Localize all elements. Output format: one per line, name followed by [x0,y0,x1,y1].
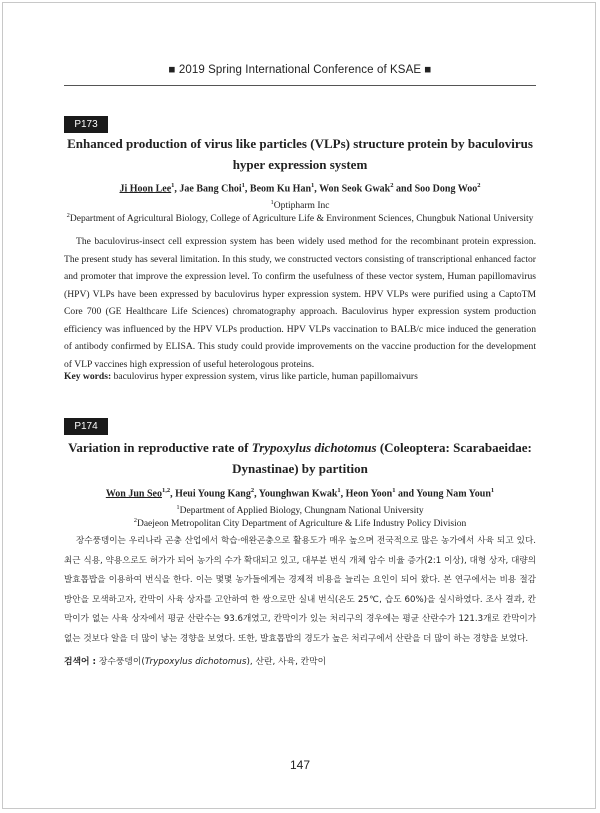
keywords-label: 검색어 : [64,657,97,667]
author-name: Soo Dong Woo [414,183,478,195]
author-name: Won Jun Seo [105,488,162,500]
author-name: Won Seok Gwak [319,183,391,195]
author-name: Jae Bang Choi [179,183,242,195]
keywords-p173 [64,370,536,384]
abstract-p174: 장수풍뎅이는 우리나라 곤충 산업에서 학습·애완곤충으로 활용도가 매우 높으며 전국적으로 많은 농가에서 사육 되고 있다. 최근 식용, 약용으로도 허가가 되어 농가의 수가 확대되고 있고, 대부분 번식 개체 암수 비율 증가(2:1 이상), 대형 상자, 대량의 발효톱밥을 이용하여 번식을 한다. 이는 몇몇 농가들에게는 경제적 비용을 늘리는 요인이 되어 왔다. 본 연구에서는 비용 절감 방안을 모색하고자, 칸막이 사육 상자를 고안하여 한 쌍으로만 실내 번식(온도 25℃, 습도 60%)을 실시하였다. 조사 결과, 칸막이가 없는 사육 상자에서 평균 산란수는 93.6개였고, 칸막이가 있는 처리구의 경우에는 평균 산란수가 121.3개로 칸막이가 없는 것보다 알을 더 많이 낳는 경향을 보였다. 또한, 발효톱밥의 경도가 높은 처리구에서 산란을 더 많이 하는 경향을 보였다. [64,536,536,644]
paper-title-p174: Variation in reproductive rate of Trypoxylus dichotomus (Coleoptera: Scarabaeidae: Dynastinae) by partition [68,440,532,476]
author-list-p173: Ji Hoon Lee$^1$, Jae Bang Choi$^1$, Beom Ku Han$^1$, Won Seok Gwak$^2$ and Soo Dong Woo$^2$ [119,182,481,195]
keywords-label: Key words: [64,371,112,382]
author-name: Ji Hoon Lee [119,183,172,195]
affiliation-2-p173: $^2$Department of Agricultural Biology, College of Agriculture Life & Environment Sciences, Chungbuk National University [66,212,534,225]
paper-tag-p173: P173 [64,116,108,133]
keywords-p174: 검색어 : 장수풍뎅이(Trypoxylus dichotomus), 산란, 사육, 칸막이 [64,657,327,667]
abstract-p173: The baculovirus-insect cell expression system has been widely used method for the recombinant protein expression. The present study has several limitation. In this study, we constructed vectors consisting of transcriptional enhanced factor and promoter that improve the expression level. To confirm the usefulness of these vector system, Human papillomavirus (HPV) VLPs have been expressed by baculovirus hyper expression system. HPV VLPs were purified using a CaptoTM Core 700 (GE Healthcare Life Sciences) chromatography approach. Baculovirus hyper expression system production efficiency was influenced by the HPV VLPs production. HPV VLPs vaccination to BALB/c mice induced the generation of antibody confirmed by ELISA. This study could provide improvements on the vaccine production for the development of VLP vaccines high expression of useful heterologous proteins. [64,236,536,370]
header-rule [64,85,536,86]
affiliation-1-p173: $^1$Optipharm Inc [270,199,330,212]
page-number: 147 [289,758,311,772]
author-name: Heui Young Kang [175,488,251,500]
paper-title-p173: Enhanced production of virus like particles (VLPs) structure protein by baculovirus hyper expression system [67,136,533,172]
author-name: Beom Ku Han [249,183,312,195]
author-name: Younghwan Kwak [258,488,338,500]
author-list-p174: Won Jun Seo$^{1,2}$, Heui Young Kang$^2$, Younghwan Kwak$^1$, Heon Yoon$^1$ and Young Nam Youn$^1$ [105,487,495,500]
keywords-text: baculovirus hyper expression system, virus like particle, human papillomaivurs [113,371,418,382]
conference-header: ■ 2019 Spring International Conference of KSAE ■ [168,64,432,76]
author-name: Heon Yoon [345,488,393,500]
paper-tag-p174: P174 [64,418,108,435]
affiliation-1-p174: $^1$Department of Applied Biology, Chungnam National University [176,504,424,517]
author-name: Young Nam Youn [416,488,491,500]
affiliation-2-p174: $^2$Daejeon Metropolitan City Department of Agriculture & Life Industry Policy Division [133,517,467,530]
